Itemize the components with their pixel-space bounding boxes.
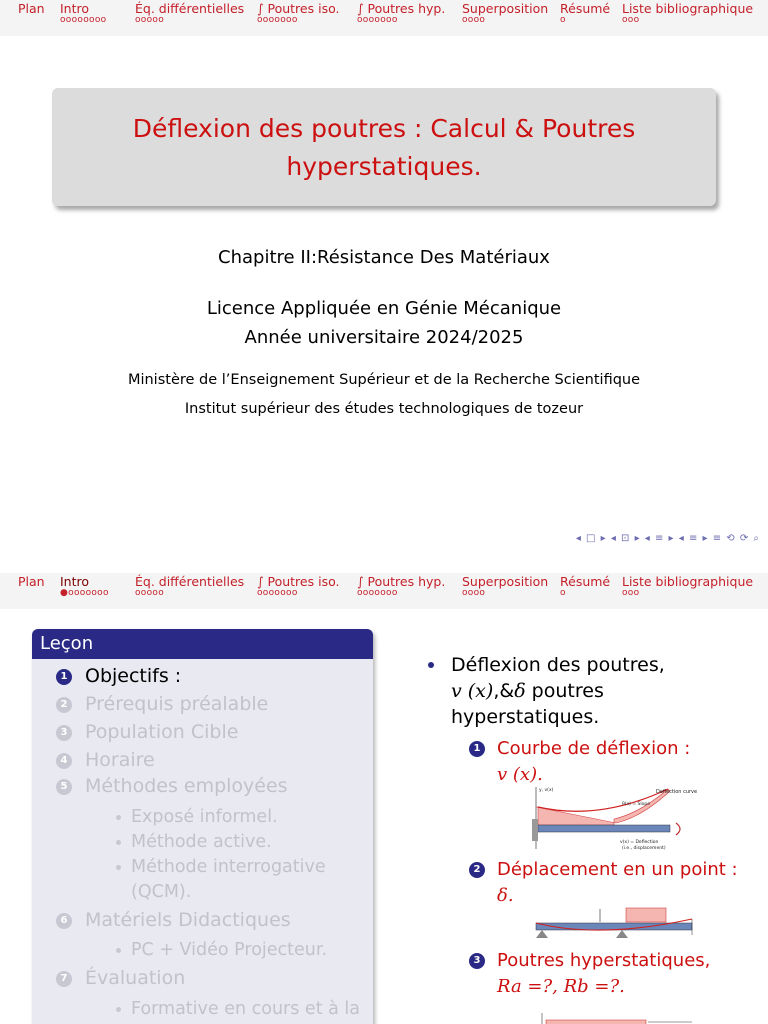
nav-item-superposition[interactable]: Superposition <box>462 574 549 589</box>
nav-item-bibliographie[interactable]: Liste bibliographique <box>622 574 754 589</box>
right-item-1 <box>469 736 690 762</box>
fig-label-deflection-2: (i.e., displacement) <box>622 846 666 851</box>
bullet-dot <box>116 815 121 820</box>
lesson-item-label: Horaire <box>85 749 155 771</box>
nav-item-bibliographie[interactable]: Liste bibliographique <box>622 1 754 16</box>
nav-item-eq-diff[interactable]: Éq. différentielles <box>135 1 245 16</box>
bullet-dot <box>116 1007 121 1012</box>
lesson-item-label: Prérequis préalable <box>85 693 269 715</box>
enum-number: 3 <box>469 953 485 969</box>
nav-item-plan[interactable]: Plan <box>18 574 45 589</box>
nav-dots-resume[interactable]: o <box>560 588 566 598</box>
material-label: PC + Vidéo Projecteur. <box>131 940 328 960</box>
nav-item-superposition[interactable]: Superposition <box>462 1 549 16</box>
lesson-item-prerequis <box>56 693 268 715</box>
nav-dots-superposition[interactable]: oooo <box>462 15 486 25</box>
fig-label-slope: θ(x) = Slope <box>622 802 651 807</box>
nav-dots-superposition[interactable]: oooo <box>462 588 486 598</box>
lesson-item-label: Objectifs : <box>85 665 182 687</box>
point-displacement-figure <box>530 905 700 945</box>
beam <box>538 825 670 832</box>
nav-dots-intro[interactable]: ●ooooooo <box>60 588 109 598</box>
nav-item-plan[interactable]: Plan <box>18 1 45 16</box>
enum-number: 3 <box>56 725 72 741</box>
method-label: Exposé informel. <box>131 807 278 827</box>
title-line-1: Déflexion des poutres : Calcul & Poutres <box>132 114 636 143</box>
right-item-3-math <box>497 974 625 1000</box>
enum-number: 5 <box>56 779 72 795</box>
lesson-item-horaire <box>56 749 155 771</box>
title-line-2: hyperstatiques. <box>286 152 482 181</box>
presentation-title <box>52 110 716 186</box>
nav-dots-bibliographie[interactable]: ooo <box>622 15 640 25</box>
roller-support-icon <box>616 930 628 938</box>
nav-dots-eq-diff[interactable]: ooooo <box>135 588 165 598</box>
deflection-curve-figure <box>530 783 700 853</box>
math-reactions: Ra =?, Rb =?. <box>497 976 625 997</box>
material-item <box>116 938 327 963</box>
enum-number: 2 <box>469 862 485 878</box>
nav-dots-intro[interactable]: oooooooo <box>60 15 107 25</box>
bullet-line-2 <box>451 678 604 704</box>
item-label: Déplacement en un point : <box>497 859 738 880</box>
author-line-1: Licence Appliquée en Génie Mécanique <box>206 298 562 319</box>
nav-item-resume[interactable]: Résumé <box>560 574 611 589</box>
nav-item-intro[interactable]: Intro <box>60 1 90 16</box>
enum-number: 2 <box>56 697 72 713</box>
bullet-dot <box>428 662 434 668</box>
fig-label-deflection: v(x) = Deflection <box>620 840 659 845</box>
nav-item-poutres-hyp[interactable]: ∫ Poutres hyp. <box>357 1 446 16</box>
lesson-heading: Leçon <box>32 629 373 659</box>
nav-dots-bibliographie[interactable]: ooo <box>622 588 640 598</box>
enum-number: 1 <box>469 741 485 757</box>
author-line-2: Année universitaire 2024/2025 <box>244 327 524 348</box>
moment-arrow-icon <box>676 823 680 835</box>
distributed-load <box>546 1020 646 1024</box>
fig-label-axis: y, v(x) <box>539 788 554 793</box>
enum-number: 6 <box>56 913 72 929</box>
nav-dots-poutres-iso[interactable]: ooooooo <box>257 588 298 598</box>
nav-item-poutres-iso[interactable]: ∫ Poutres iso. <box>257 1 340 16</box>
lesson-item-objectifs <box>56 665 181 687</box>
nav-item-resume[interactable]: Résumé <box>560 1 611 16</box>
nav-dots-poutres-iso[interactable]: ooooooo <box>257 15 298 25</box>
evaluation-item <box>116 997 360 1022</box>
lesson-item-label: Population Cible <box>85 721 239 743</box>
lesson-item-evaluation <box>56 967 185 989</box>
method-label: Méthode active. <box>131 832 272 852</box>
bullet-text: poutres <box>525 680 604 702</box>
math-delta: δ. <box>497 885 514 906</box>
section-nav-bar-2 <box>0 573 768 609</box>
section-nav-bar <box>0 0 768 36</box>
bullet-dot <box>116 865 121 870</box>
right-item-2 <box>469 857 738 883</box>
evaluation-label: Formative en cours et à la <box>131 999 360 1019</box>
bullet-text: ,& <box>493 680 515 702</box>
beamer-navigation-symbols[interactable]: ◂ □ ▸ ◂ ⊡ ▸ ◂ ≡ ▸ ◂ ≡ ▸ ≡ ⟲ ⟳ ⌕ <box>575 533 760 544</box>
enum-number: 1 <box>56 669 72 685</box>
math-vx: v (x). <box>497 764 543 785</box>
institute-line-2: Institut supérieur des études technologiques de tozeur <box>184 401 584 417</box>
distributed-load <box>626 908 666 922</box>
method-item <box>116 805 278 830</box>
nav-dots-resume[interactable]: o <box>560 15 566 25</box>
pin-support-icon <box>536 930 548 938</box>
math-vx: v (x) <box>451 680 494 702</box>
nav-item-poutres-hyp[interactable]: ∫ Poutres hyp. <box>357 574 446 589</box>
nav-item-eq-diff[interactable]: Éq. différentielles <box>135 574 245 589</box>
right-item-3 <box>469 948 710 974</box>
bullet-line-3: hyperstatiques. <box>451 706 600 728</box>
title-block <box>52 88 716 206</box>
hyperstatic-beam-figure <box>536 1013 696 1024</box>
item-label: Poutres hyperstatiques, <box>497 950 711 971</box>
bullet-dot <box>116 948 121 953</box>
lesson-item-methodes <box>56 775 288 797</box>
lesson-item-population <box>56 721 238 743</box>
enum-number: 7 <box>56 971 72 987</box>
deflection-area <box>536 789 670 825</box>
nav-dots-poutres-hyp[interactable]: ooooooo <box>357 588 398 598</box>
nav-dots-eq-diff[interactable]: ooooo <box>135 15 165 25</box>
lesson-slide <box>0 553 768 1024</box>
method-item-continued: (QCM). <box>131 882 192 902</box>
method-item <box>116 855 326 880</box>
lesson-item-label: Méthodes employées <box>85 775 288 797</box>
subtitle: Chapitre II:Résistance Des Matériaux <box>218 247 550 268</box>
bullet-line-1: Déflexion des poutres, <box>451 654 665 676</box>
institute-line-1: Ministère de l’Enseignement Supérieur et de la Recherche Scientifique <box>127 372 641 388</box>
math-delta: δ <box>514 680 526 702</box>
right-item-2-math <box>497 883 514 909</box>
nav-dots-poutres-hyp[interactable]: ooooooo <box>357 15 398 25</box>
nav-item-poutres-iso[interactable]: ∫ Poutres iso. <box>257 574 340 589</box>
method-label: Méthode interrogative <box>131 857 326 877</box>
lesson-item-label: Matériels Didactiques <box>85 909 291 931</box>
fig-label-curve: Deflection curve <box>656 789 698 795</box>
method-item <box>116 830 272 855</box>
wall-support <box>532 819 538 841</box>
bullet-dot <box>116 840 121 845</box>
lesson-item-label: Évaluation <box>85 967 186 989</box>
enum-number: 4 <box>56 753 72 769</box>
lesson-item-materiels <box>56 909 291 931</box>
nav-item-intro[interactable]: Intro <box>60 574 90 589</box>
item-label: Courbe de déflexion : <box>497 738 691 759</box>
